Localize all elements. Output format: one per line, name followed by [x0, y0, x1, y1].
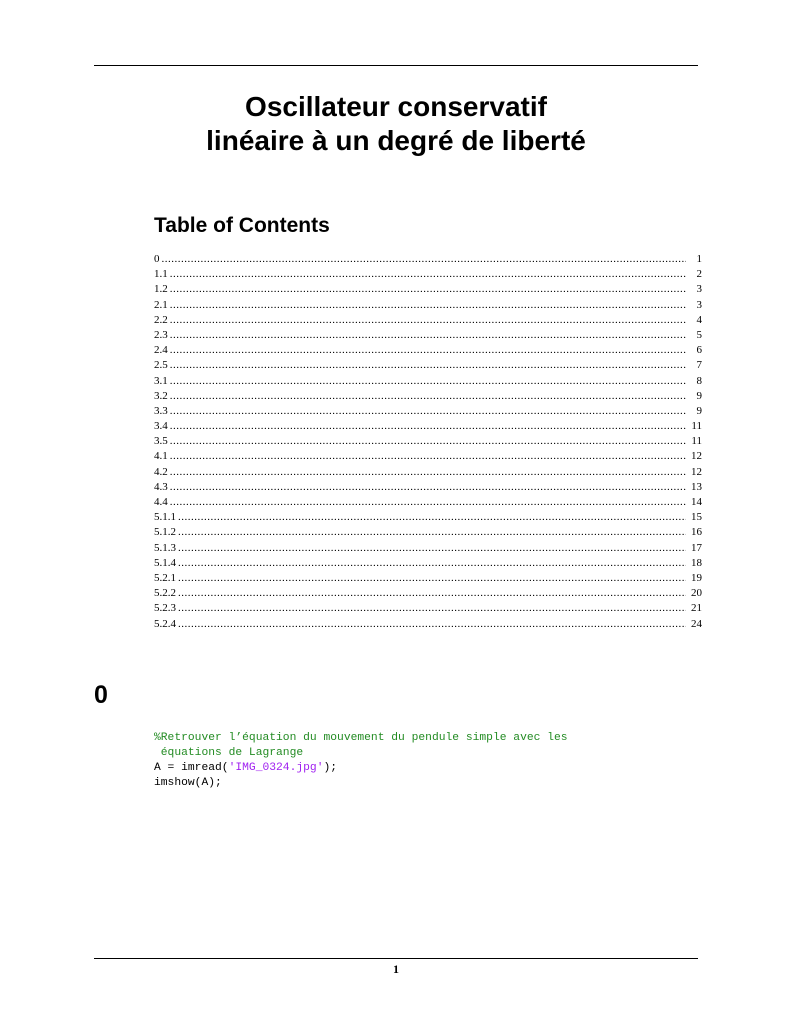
toc-entry[interactable] [154, 419, 702, 434]
toc-entry[interactable] [154, 298, 702, 313]
toc-entry-page: 12 [691, 450, 702, 463]
toc-entry-page: 16 [691, 526, 702, 539]
toc-entry[interactable] [154, 282, 702, 297]
toc-entry[interactable] [154, 358, 702, 373]
toc-entry-number: 4.4 [154, 496, 168, 508]
toc-entry-number: 2.5 [154, 359, 168, 372]
toc-leader-dots [170, 313, 686, 328]
code-block [154, 731, 568, 791]
toc-entry[interactable] [154, 328, 702, 343]
toc-entry-number: 2.4 [154, 344, 168, 357]
toc-entry[interactable] [154, 510, 702, 525]
toc-entry-page: 15 [691, 511, 702, 524]
toc-leader-dots [170, 374, 686, 389]
toc-heading: Table of Contents [154, 214, 330, 237]
toc-entry[interactable] [154, 571, 702, 586]
toc-entry-number: 4.2 [154, 465, 168, 478]
code-line-4: imshow(A); [154, 777, 222, 789]
toc-entry[interactable] [154, 434, 702, 449]
toc-entry-number: 5.1.2 [154, 526, 176, 539]
toc-entry-page: 13 [691, 480, 702, 493]
toc-entry-page: 11 [691, 435, 702, 448]
toc-leader-dots [162, 252, 687, 267]
footer-rule [94, 958, 698, 959]
toc-entry-page: 21 [691, 602, 702, 615]
toc-entry[interactable] [154, 343, 702, 358]
toc-leader-dots [170, 419, 686, 434]
toc-leader-dots [178, 601, 686, 616]
toc-entry-page: 4 [696, 313, 702, 326]
document-title [94, 90, 698, 158]
toc-leader-dots [170, 480, 686, 495]
toc-leader-dots [170, 328, 686, 343]
toc-leader-dots [170, 343, 686, 358]
toc-entry-page: 24 [691, 617, 702, 630]
toc-entry-page: 5 [696, 328, 702, 341]
toc-entry-number: 2.3 [154, 328, 168, 341]
toc-entry[interactable] [154, 541, 702, 556]
toc-entry-page: 17 [691, 541, 702, 554]
title-line-2: linéaire à un degré de liberté [206, 125, 586, 156]
toc-entry[interactable] [154, 495, 702, 510]
toc-entry-page: 9 [696, 404, 702, 417]
toc-entry[interactable] [154, 449, 702, 464]
page-number: 1 [393, 962, 399, 976]
table-of-contents [154, 252, 702, 632]
toc-entry-number: 3.2 [154, 389, 168, 402]
toc-leader-dots [170, 404, 686, 419]
toc-entry-number: 2.1 [154, 298, 168, 311]
toc-entry-number: 5.1.1 [154, 511, 176, 524]
toc-leader-dots [170, 465, 686, 480]
toc-entry-number: 5.2.1 [154, 571, 176, 584]
toc-entry[interactable] [154, 601, 702, 616]
toc-entry-number: 3.3 [154, 404, 168, 417]
toc-entry-number: 5.2.3 [154, 602, 176, 615]
toc-entry-page: 6 [696, 344, 702, 357]
toc-entry[interactable] [154, 404, 702, 419]
toc-entry-number: 5.1.4 [154, 556, 176, 569]
code-line-3-string: 'IMG_0324.jpg' [228, 762, 324, 774]
toc-leader-dots [178, 541, 686, 556]
toc-leader-dots [170, 495, 686, 510]
toc-entry-number: 5.2.4 [154, 617, 176, 630]
toc-leader-dots [178, 617, 686, 632]
toc-entry-number: 3.5 [154, 435, 168, 448]
toc-entry-page: 8 [696, 374, 702, 387]
toc-entry-page: 12 [691, 465, 702, 478]
toc-entry-number: 3.4 [154, 420, 168, 433]
toc-entry-number: 2.2 [154, 313, 168, 326]
toc-entry[interactable] [154, 267, 702, 282]
toc-leader-dots [170, 282, 686, 297]
toc-entry[interactable] [154, 374, 702, 389]
toc-entry-number: 4.1 [154, 450, 168, 463]
toc-leader-dots [170, 434, 686, 449]
toc-entry-page: 11 [691, 420, 702, 433]
toc-entry-number: 3.1 [154, 374, 168, 387]
toc-leader-dots [170, 298, 686, 313]
toc-entry[interactable] [154, 480, 702, 495]
toc-entry-page: 18 [691, 556, 702, 569]
toc-leader-dots [178, 571, 686, 586]
toc-entry-number: 5.1.3 [154, 541, 176, 554]
toc-leader-dots [170, 449, 686, 464]
toc-entry-page: 1 [696, 253, 702, 265]
toc-entry-number: 0 [154, 253, 160, 265]
toc-entry-page: 19 [691, 571, 702, 584]
code-comment-line-1: %Retrouver l’équation du mouvement du pendule simple avec les [154, 732, 568, 744]
title-line-1: Oscillateur conservatif [245, 91, 547, 122]
toc-entry-page: 14 [691, 496, 702, 508]
toc-leader-dots [178, 556, 686, 571]
toc-entry[interactable] [154, 465, 702, 480]
toc-entry[interactable] [154, 586, 702, 601]
code-comment-line-2: équations de Lagrange [154, 747, 304, 759]
toc-entry-number: 5.2.2 [154, 587, 176, 600]
toc-entry-page: 3 [696, 298, 702, 311]
toc-entry-number: 1.2 [154, 283, 168, 296]
toc-entry[interactable] [154, 525, 702, 540]
code-line-3-suffix: ); [323, 762, 338, 774]
toc-leader-dots [178, 586, 686, 601]
section-heading: 0 [94, 681, 108, 709]
toc-entry[interactable] [154, 556, 702, 571]
code-line-3-prefix: A = imread( [154, 762, 229, 774]
toc-leader-dots [178, 510, 686, 525]
toc-entry-page: 2 [696, 268, 702, 281]
toc-entry-number: 1.1 [154, 268, 168, 281]
header-rule [94, 65, 698, 66]
toc-leader-dots [170, 358, 686, 373]
toc-leader-dots [170, 267, 686, 282]
toc-entry-page: 9 [696, 389, 702, 402]
toc-entry-page: 7 [696, 359, 702, 372]
toc-entry[interactable] [154, 252, 702, 267]
toc-leader-dots [170, 389, 686, 404]
toc-entry[interactable] [154, 389, 702, 404]
toc-entry-page: 20 [691, 587, 702, 600]
toc-entry[interactable] [154, 313, 702, 328]
toc-entry-number: 4.3 [154, 480, 168, 493]
toc-entry-page: 3 [696, 283, 702, 296]
toc-entry[interactable] [154, 617, 702, 632]
toc-leader-dots [178, 525, 686, 540]
